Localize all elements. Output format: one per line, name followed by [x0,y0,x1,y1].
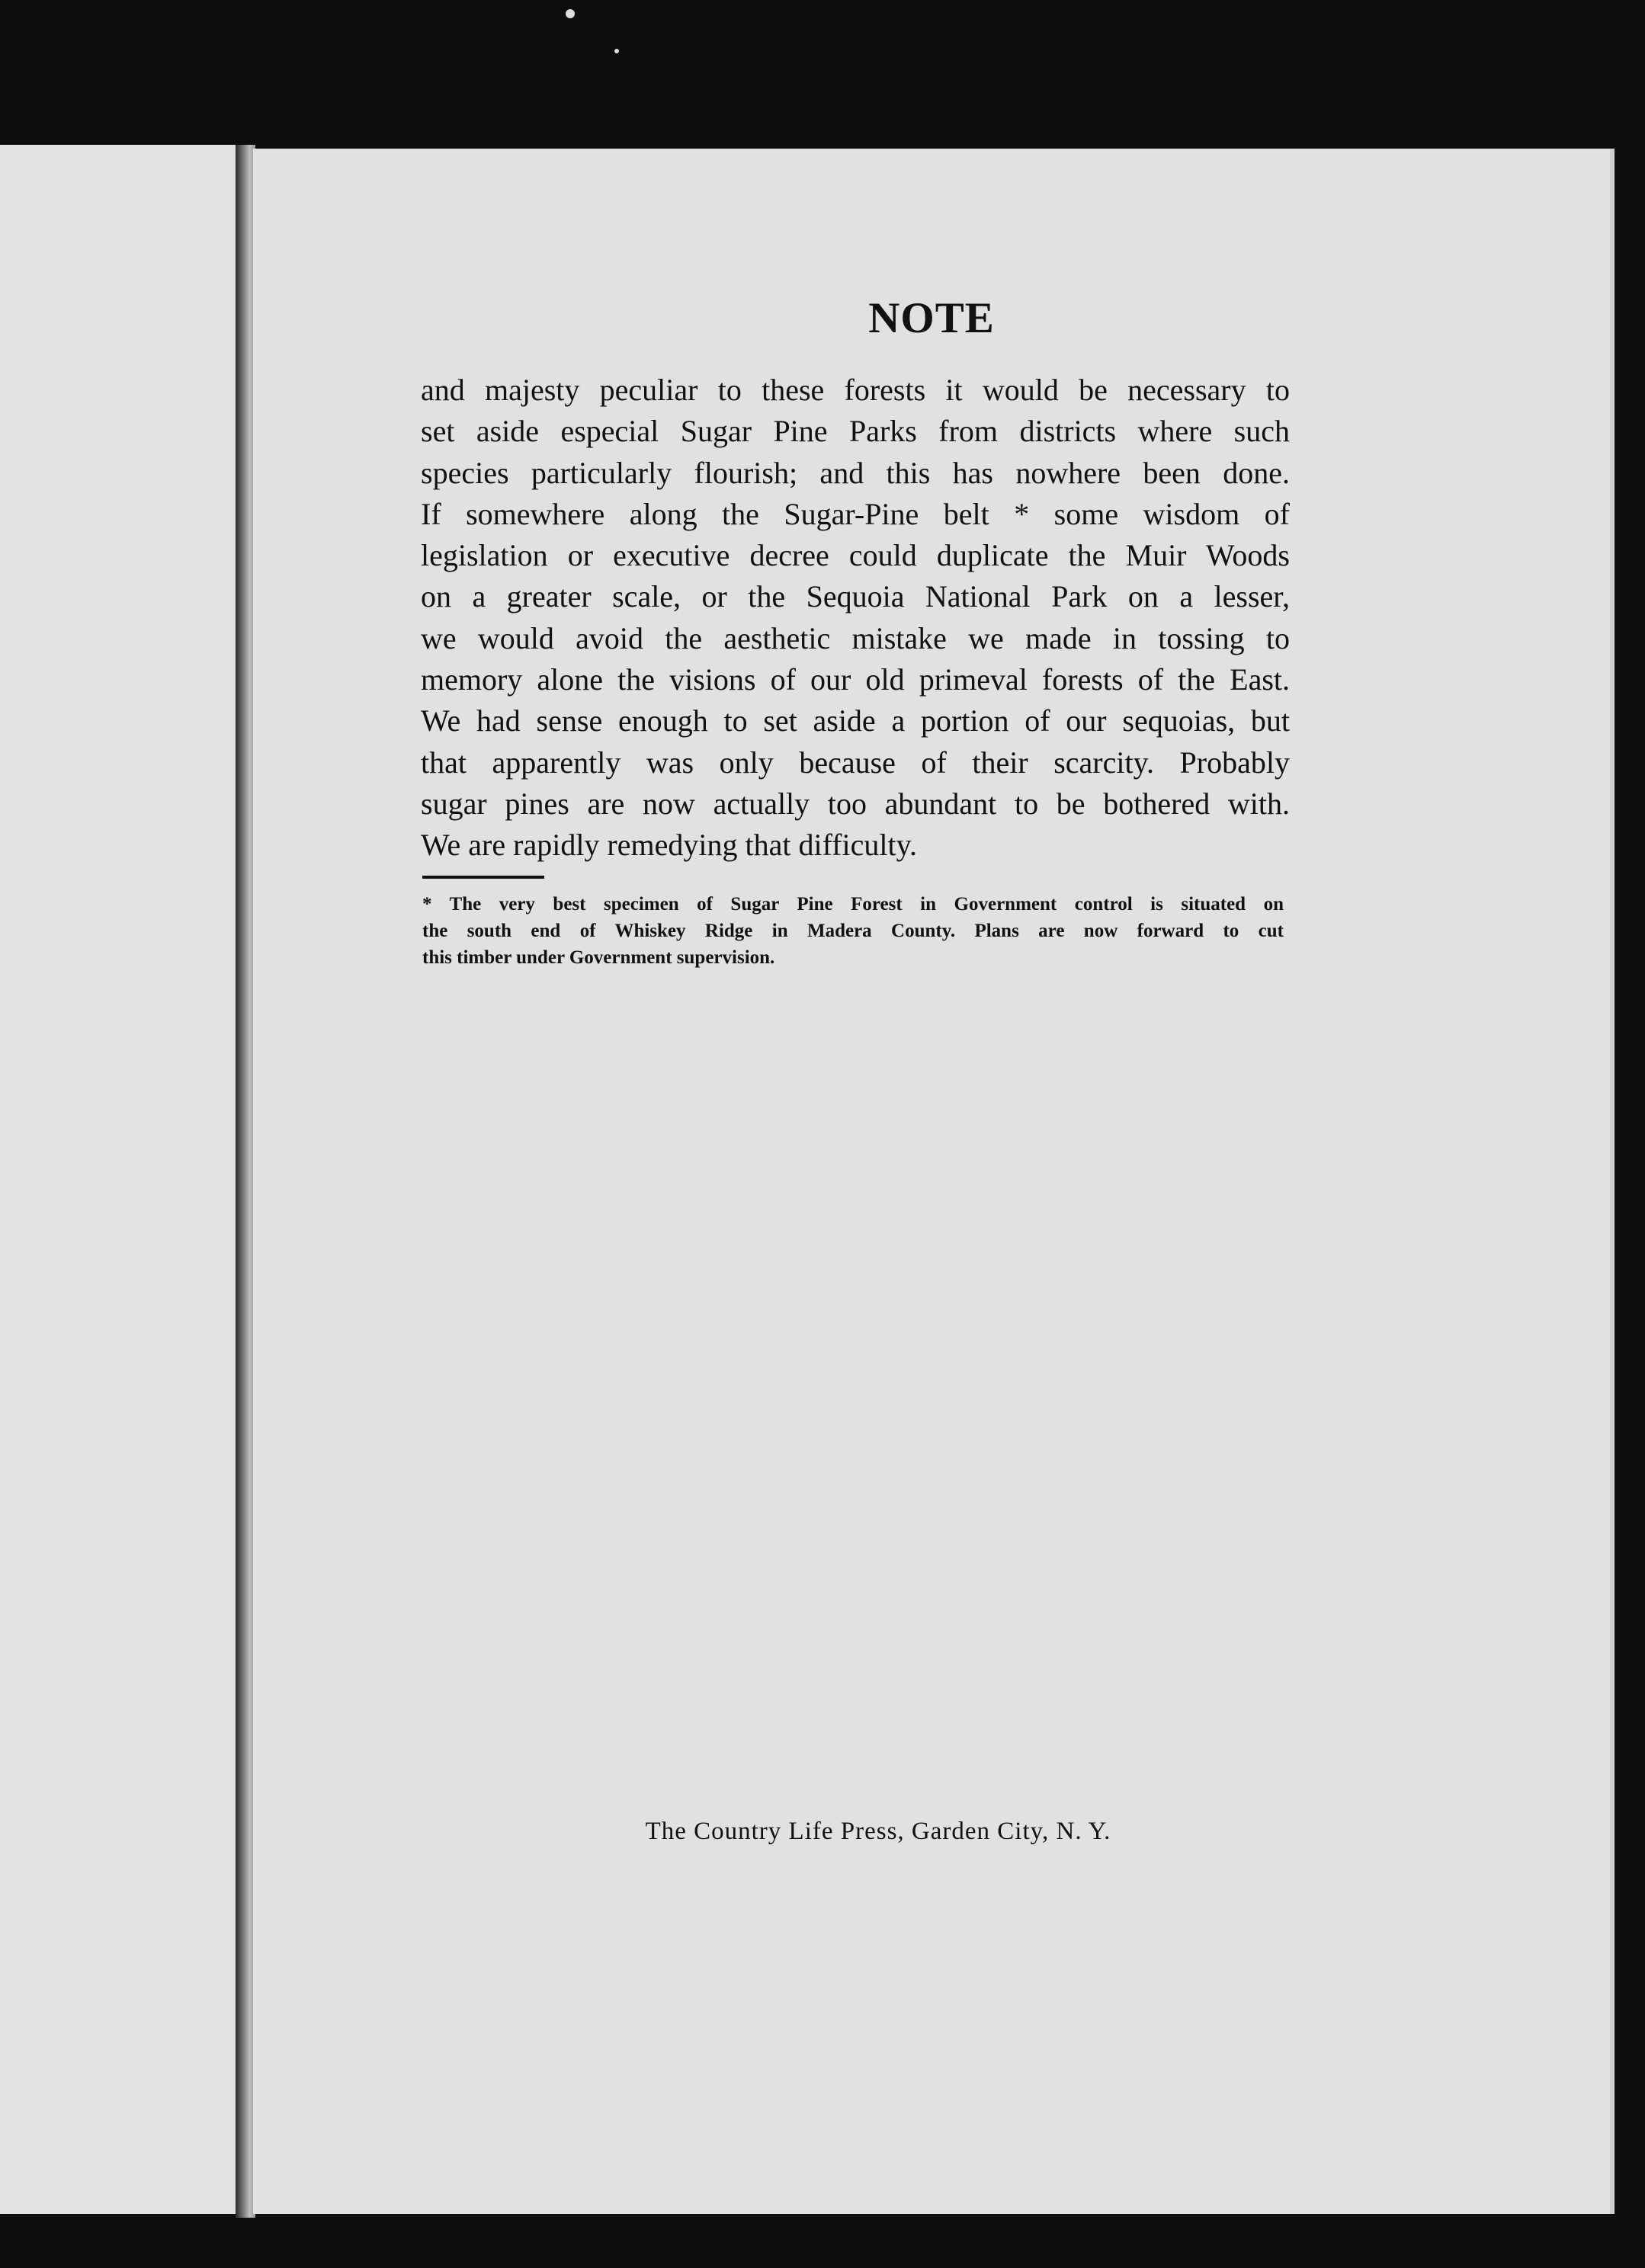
body-line: We had sense enough to set aside a portion of our sequoias, but [421,703,1290,738]
footnote-line: this timber under Government supervision. [422,947,775,968]
body-line: species particularly flourish; and this has nowhere been done. [421,455,1290,490]
body-line: that apparently was only because of their scarcity. Probably [421,745,1290,780]
page-title: NOTE [868,294,995,342]
printer-imprint: The Country Life Press, Garden City, N. Y. [645,1818,1111,1845]
footnote-rule [422,876,544,879]
footnote-line: * The very best specimen of Sugar Pine Forest in Government control is situated on [422,894,1284,915]
body-line: sugar pines are now actually too abundant to be bothered with. [421,786,1290,821]
body-line: We are rapidly remedying that difficulty. [421,828,917,863]
body-line: legislation or executive decree could duplicate the Muir Woods [421,538,1290,573]
footnote-line: the south end of Whiskey Ridge in Madera County. Plans are now forward to cut [422,921,1284,941]
right-page [253,149,1610,2214]
body-line: we would avoid the aesthetic mistake we made in tossing to [421,620,1290,655]
note-body [421,370,1290,867]
left-page [0,145,247,2214]
body-line: set aside especial Sugar Pine Parks from districts where such [421,414,1290,449]
body-line: If somewhere along the Sugar-Pine belt * some wisdom of [421,496,1290,531]
body-line: and majesty peculiar to these forests it would be necessary to [421,373,1290,407]
footnote [422,891,1284,971]
dust-speck [614,49,619,53]
dust-speck [566,9,575,18]
body-line: on a greater scale, or the Sequoia National Park on a lesser, [421,579,1290,614]
body-line: memory alone the visions of our old primeval forests of the East. [421,662,1290,697]
